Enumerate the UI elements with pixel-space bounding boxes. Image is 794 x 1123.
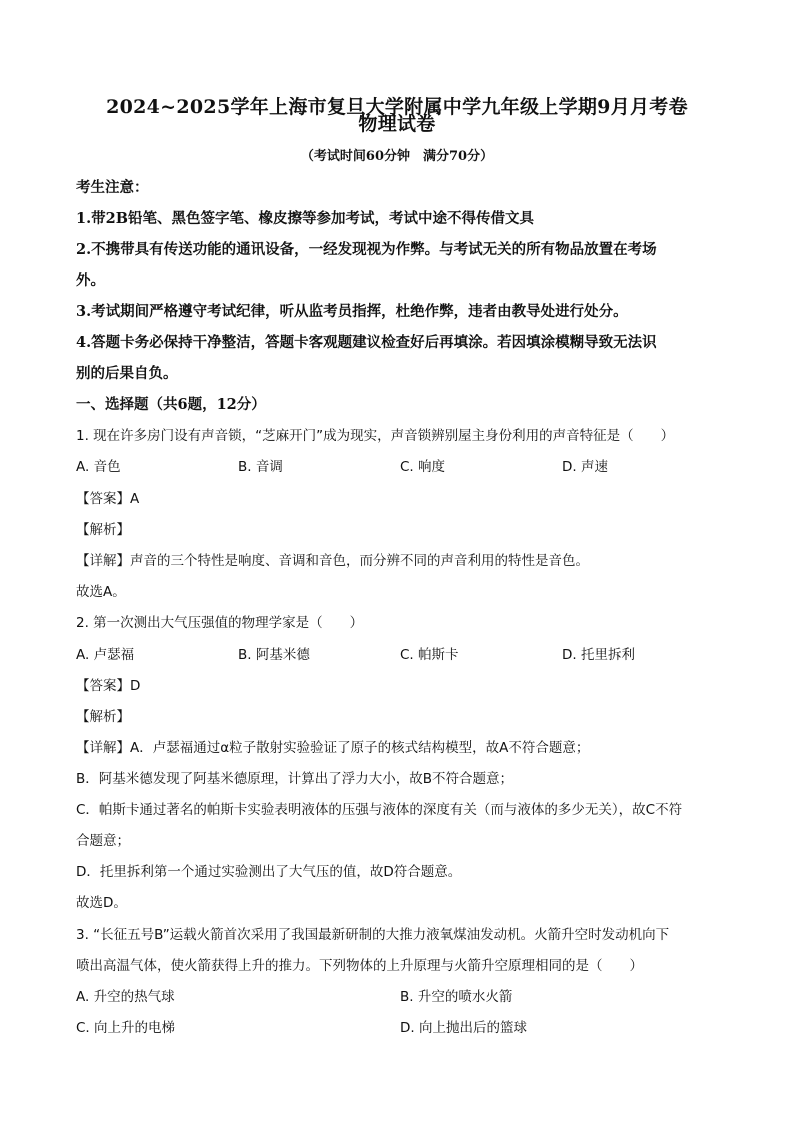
notice-item-4-cont: 别的后果自负。 [76, 365, 178, 382]
question-2-detail-c-cont: 合题意； [76, 833, 130, 849]
section-heading: 一、选择题（共6题，12分） [76, 396, 266, 413]
question-1-option-d: D. 声速 [562, 459, 608, 475]
question-1-option-c: C. 响度 [400, 459, 446, 475]
question-2-conclusion: 故选D。 [76, 895, 127, 911]
question-3-option-c: C. 向上升的电梯 [76, 1020, 176, 1036]
exam-title: 2024~2025学年上海市复旦大学附属中学九年级上学期9月月考卷 [106, 96, 688, 118]
notice-item-3: 3.考试期间严格遵守考试纪律，听从监考员指挥，杜绝作弊，违者由教导处进行处分。 [76, 303, 628, 320]
question-1-option-a: A. 音色 [76, 459, 121, 475]
question-1-analysis-label: 【解析】 [76, 522, 130, 538]
question-3-option-d: D. 向上抛出后的篮球 [400, 1020, 527, 1036]
notice-item-1: 1.带2B铅笔、黑色签字笔、橡皮擦等参加考试，考试中途不得传借文具 [76, 210, 534, 227]
question-3-option-b: B. 升空的喷水火箭 [400, 989, 513, 1005]
notice-item-2: 2.不携带具有传送功能的通讯设备，一经发现视为作弊。与考试无关的所有物品放置在考场 [76, 241, 657, 258]
exam-time-info: （考试时间60分钟 满分70分） [300, 149, 494, 164]
question-2-option-c: C. 帕斯卡 [400, 647, 459, 663]
question-2-detail-a: 【详解】A．卢瑟福通过α粒子散射实验验证了原子的核式结构模型，故A不符合题意； [76, 740, 590, 756]
question-3-option-a: A. 升空的热气球 [76, 989, 175, 1005]
question-2-analysis-label: 【解析】 [76, 709, 130, 725]
question-1-stem: 1. 现在许多房门设有声音锁，“芝麻开门”成为现实，声音锁辨别屋主身份利用的声音特征是（ ） [76, 428, 675, 444]
question-1-option-b: B. 音调 [238, 459, 283, 475]
question-2-detail-d: D．托里拆利第一个通过实验测出了大气压的值，故D符合题意。 [76, 864, 462, 880]
question-2-option-b: B. 阿基米德 [238, 647, 310, 663]
question-3-stem-cont: 喷出高温气体，使火箭获得上升的推力。下列物体的上升原理与火箭升空原理相同的是（ ） [76, 958, 643, 974]
notice-heading: 考生注意： [76, 179, 149, 196]
notice-item-4: 4.答题卡务必保持干净整洁，答题卡客观题建议检查好后再填涂。若因填涂模糊导致无法识 [76, 334, 657, 351]
exam-subject-title: 物理试卷 [358, 113, 436, 135]
question-1-answer: 【答案】A [76, 491, 140, 507]
question-3-stem: 3. “长征五号B”运载火箭首次采用了我国最新研制的大推力液氧煤油发动机。火箭升空时发动机向下 [76, 927, 670, 943]
notice-item-2-cont: 外。 [76, 272, 105, 289]
question-2-option-a: A. 卢瑟福 [76, 647, 135, 663]
question-1-detail: 【详解】声音的三个特性是响度、音调和音色，而分辨不同的声音利用的特性是音色。 [76, 553, 589, 569]
question-2-detail-c: C．帕斯卡通过著名的帕斯卡实验表明液体的压强与液体的深度有关（而与液体的多少无关），故C不符 [76, 802, 683, 818]
question-2-answer: 【答案】D [76, 678, 141, 694]
question-1-conclusion: 故选A。 [76, 584, 126, 600]
question-2-stem: 2. 第一次测出大气压强值的物理学家是（ ） [76, 615, 364, 631]
question-2-detail-b: B．阿基米德发现了阿基米德原理，计算出了浮力大小，故B不符合题意； [76, 771, 514, 787]
question-2-option-d: D. 托里拆利 [562, 647, 635, 663]
